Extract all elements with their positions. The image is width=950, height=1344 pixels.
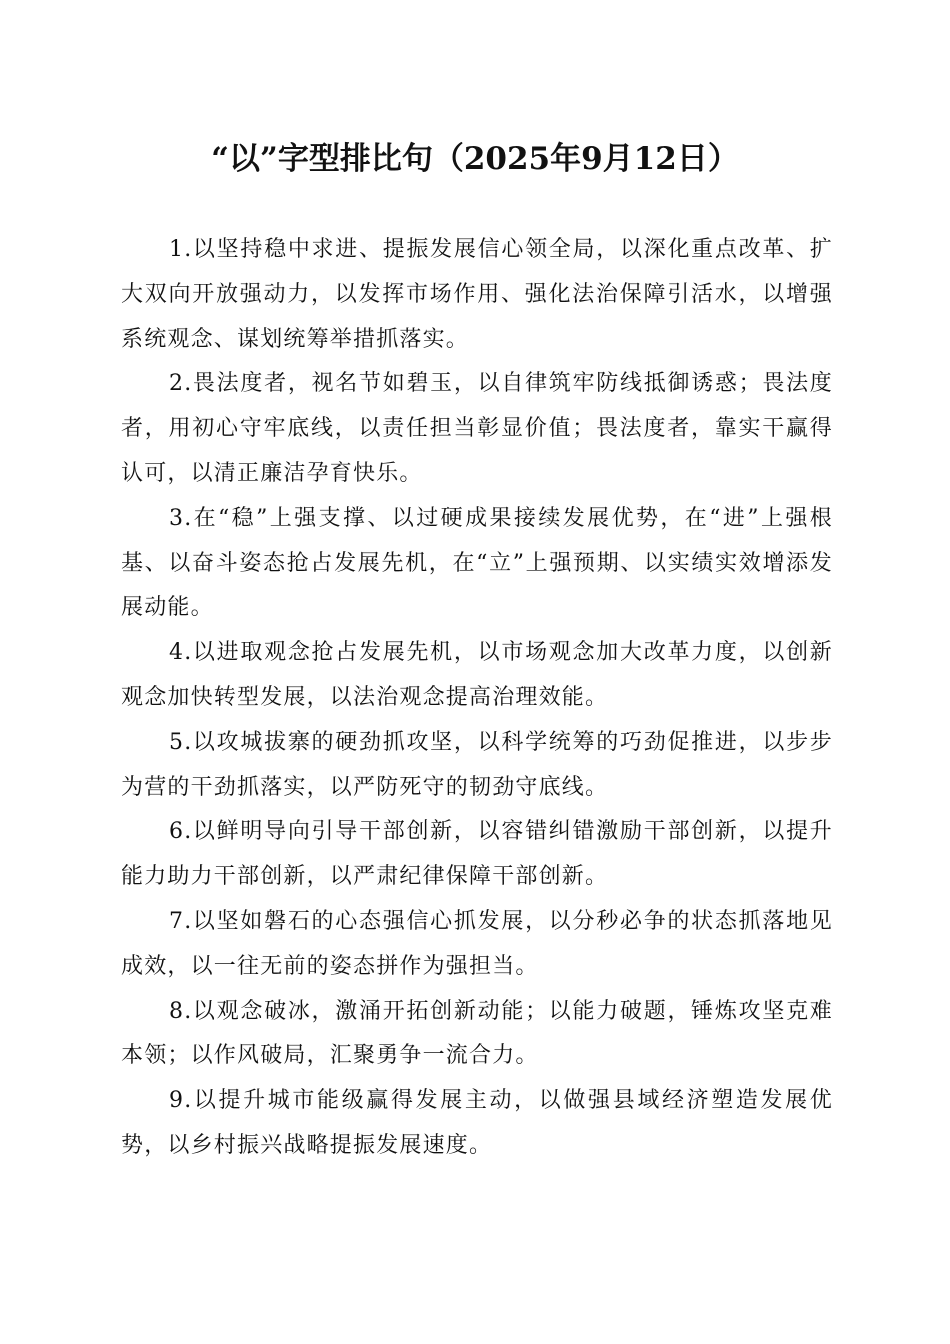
- paragraph-7: 7.以坚如磐石的心态强信心抓发展，以分秒必争的状态抓落地见成效，以一往无前的姿态拼作为强担当。: [121, 908, 833, 979]
- paragraph-6: 6.以鲜明导向引导干部创新，以容错纠错激励干部创新，以提升能力助力干部创新，以严肃纪律保障干部创新。: [121, 819, 833, 890]
- document-body: [121, 228, 833, 1169]
- paragraph-2: 2.畏法度者，视名节如碧玉，以自律筑牢防线抵御诱惑；畏法度者，用初心守牢底线，以责任担当彰显价值；畏法度者，靠实干赢得认可，以清正廉洁孕育快乐。: [121, 371, 833, 486]
- paragraph-4: 4.以进取观念抢占发展先机，以市场观念加大改革力度，以创新观念加快转型发展，以法治观念提高治理效能。: [121, 640, 833, 710]
- paragraph-5: 5.以攻城拔寨的硬劲抓攻坚，以科学统筹的巧劲促推进，以步步为营的干劲抓落实，以严防死守的韧劲守底线。: [121, 729, 833, 800]
- paragraph-9: 9.以提升城市能级赢得发展主动，以做强县域经济塑造发展优势，以乡村振兴战略提振发展速度。: [121, 1088, 833, 1158]
- paragraph-3: 3.在“稳”上强支撑、以过硬成果接续发展优势，在“进”上强根基、以奋斗姿态抢占发展先机，在“立”上强预期、以实绩实效增添发展动能。: [121, 505, 833, 621]
- paragraph-8: 8.以观念破冰，激涌开拓创新动能；以能力破题，锤炼攻坚克难本领；以作风破局，汇聚勇争一流合力。: [121, 998, 833, 1069]
- page-title: “以”字型排比句（2025年9月12日）: [211, 141, 739, 177]
- paragraph-1: 1.以坚持稳中求进、提振发展信心领全局，以深化重点改革、扩大双向开放强动力，以发挥市场作用、强化法治保障引活水，以增强系统观念、谋划统筹举措抓落实。: [121, 237, 833, 352]
